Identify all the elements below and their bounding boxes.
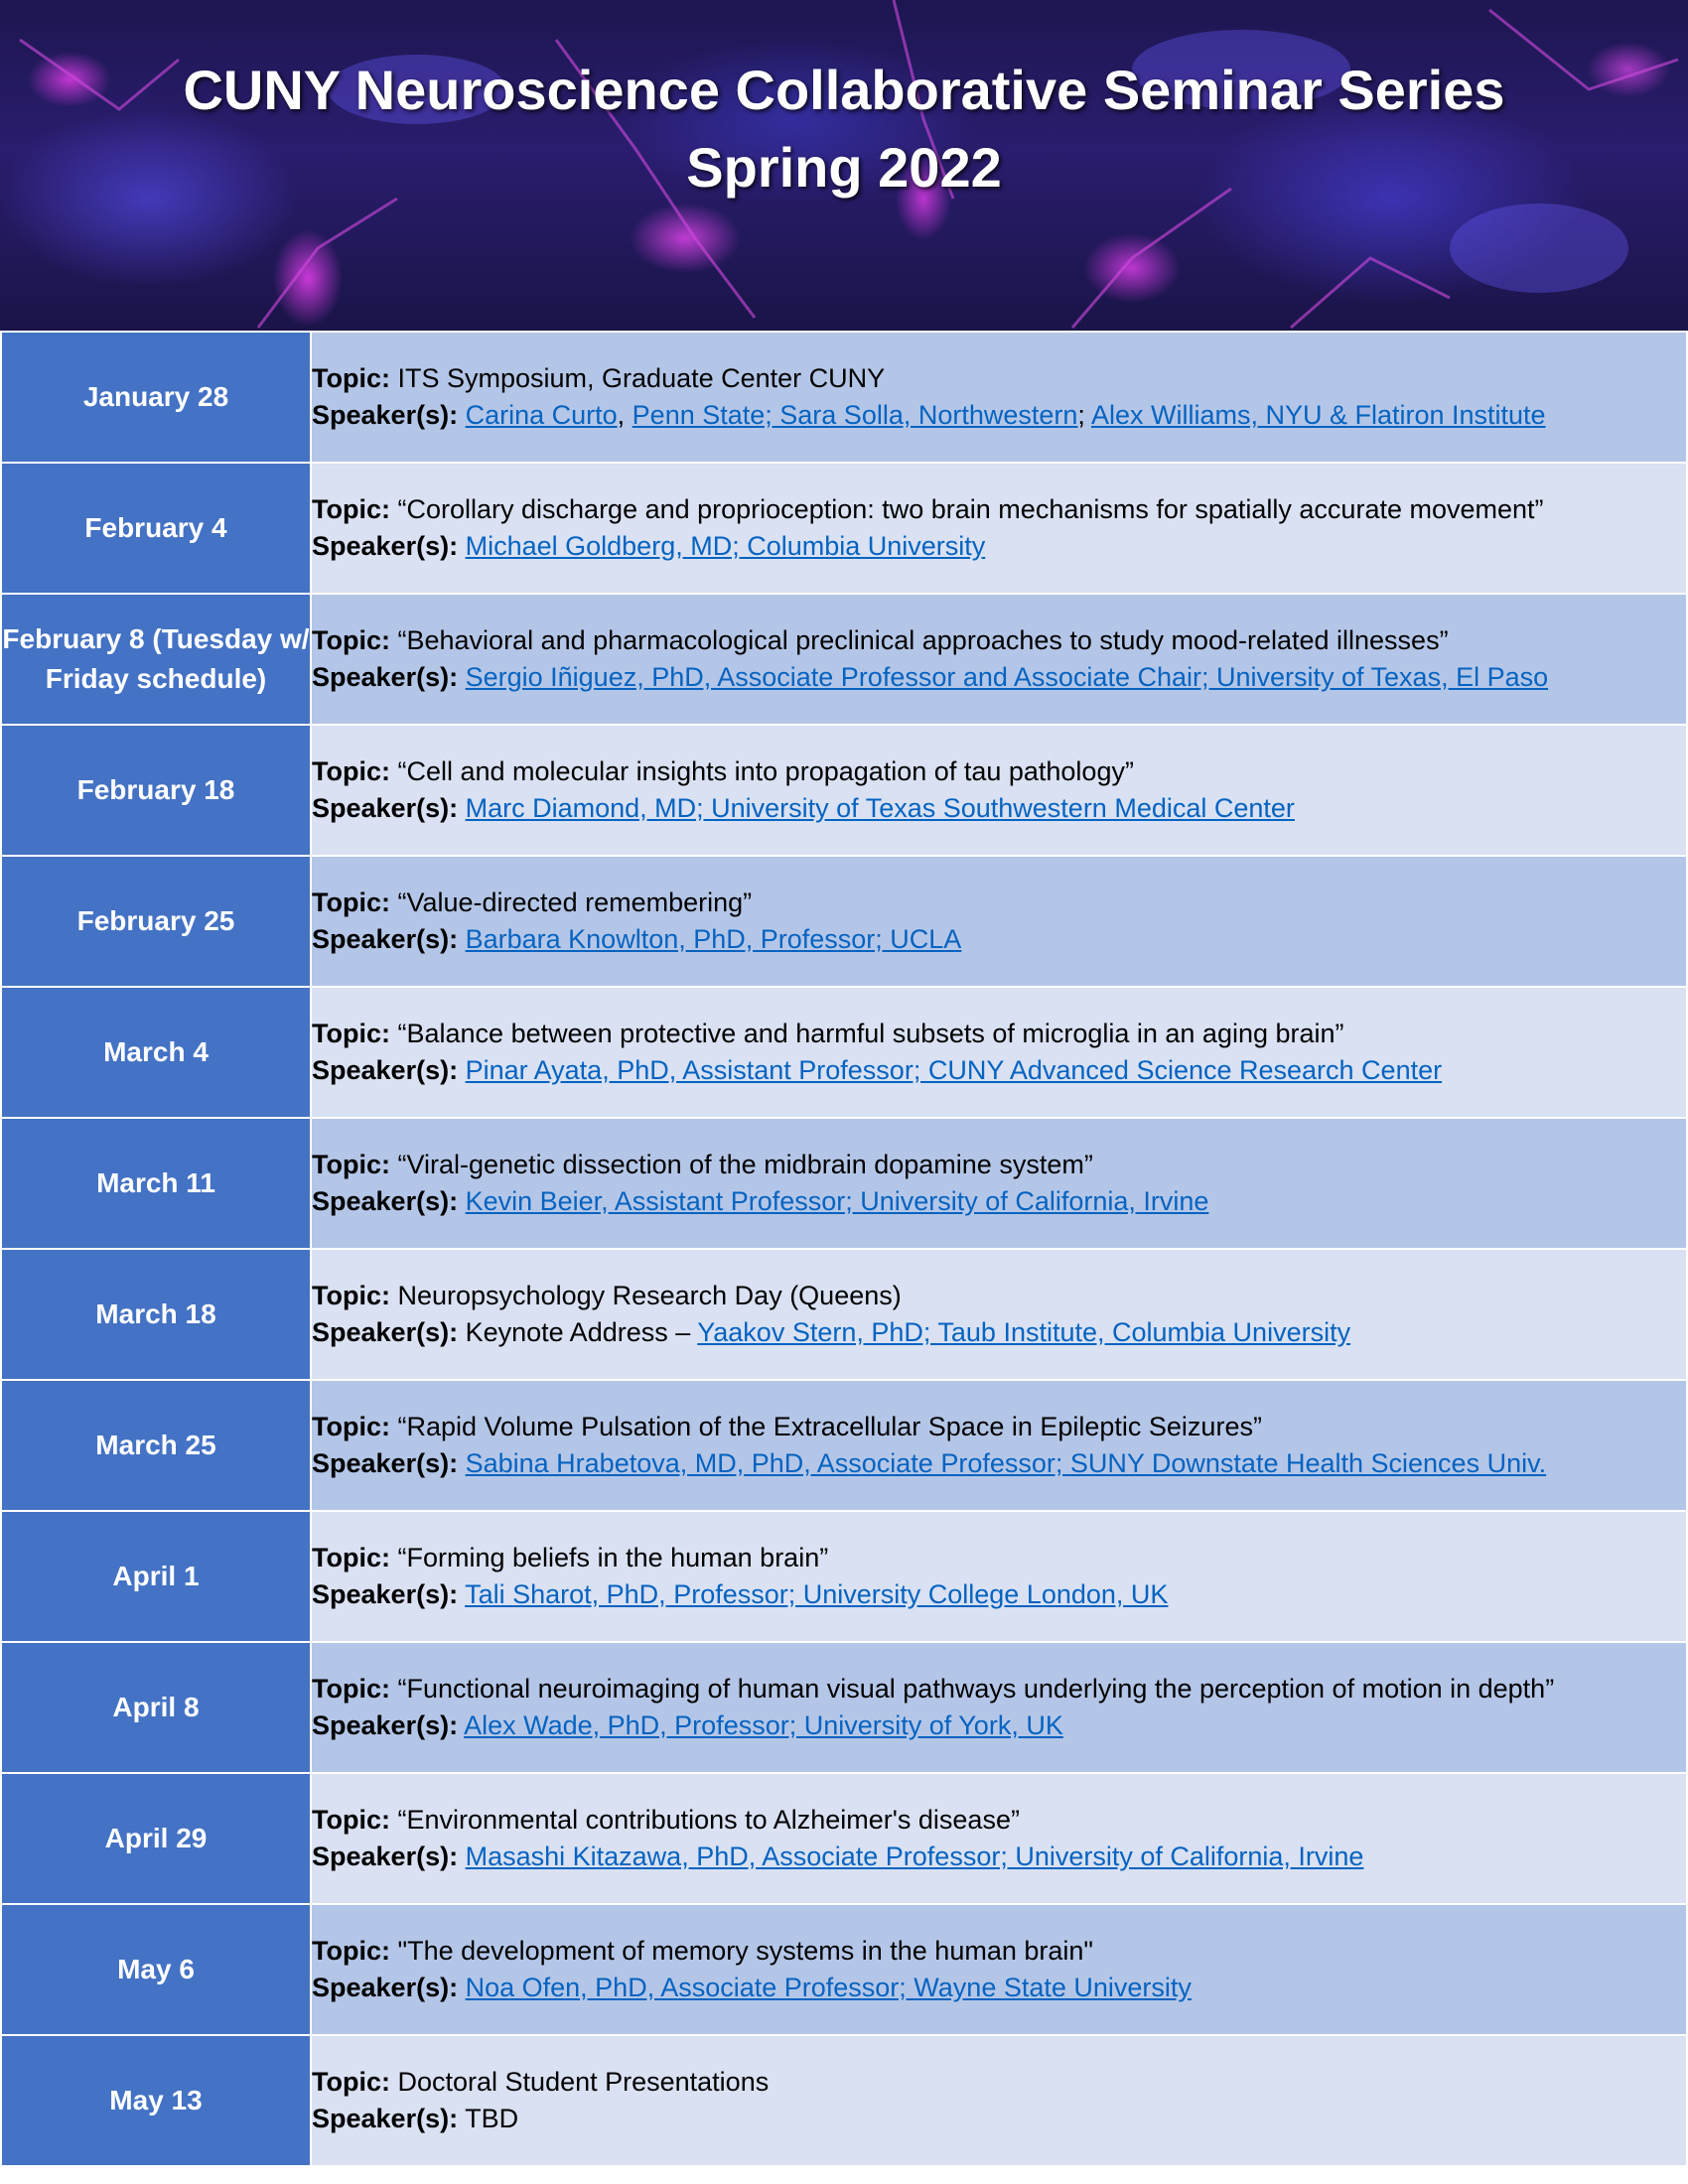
speaker-label: Speaker(s): <box>312 1186 459 1216</box>
topic-text: Neuropsychology Research Day (Queens) <box>397 1281 902 1310</box>
topic-label: Topic: <box>312 494 390 524</box>
topic-line <box>312 491 1686 528</box>
session-date: April 8 <box>1 1642 311 1773</box>
table-row <box>1 1904 1687 2035</box>
session-date: February 25 <box>1 856 311 987</box>
table-row <box>1 2035 1687 2166</box>
title-line-1: CUNY Neuroscience Collaborative Seminar Series <box>183 59 1505 121</box>
table-row <box>1 1249 1687 1380</box>
session-date: May 13 <box>1 2035 311 2166</box>
speaker-line <box>312 528 1686 565</box>
speaker-link[interactable]: Alex Wade, PhD, Professor; University of York, UK <box>464 1710 1063 1740</box>
seminar-schedule-table <box>0 331 1688 2167</box>
topic-text: “Viral-genetic dissection of the midbrain dopamine system” <box>397 1150 1093 1179</box>
speaker-link[interactable]: Pinar Ayata, PhD, Assistant Professor; CUNY Advanced Science Research Center <box>465 1055 1443 1085</box>
speaker-link[interactable]: Michael Goldberg, MD; Columbia University <box>465 531 986 561</box>
topic-text: “Forming beliefs in the human brain” <box>397 1543 829 1572</box>
table-row <box>1 594 1687 725</box>
speaker-line <box>312 1970 1686 2006</box>
topic-text: “Environmental contributions to Alzheimer's disease” <box>397 1805 1020 1835</box>
topic-label: Topic: <box>312 625 390 655</box>
session-info <box>311 463 1687 594</box>
speaker-line <box>312 397 1686 434</box>
speaker-link[interactable]: Penn State; Sara Solla, Northwestern <box>632 400 1078 430</box>
topic-label: Topic: <box>312 1674 390 1704</box>
topic-text: “Value-directed remembering” <box>397 887 753 917</box>
session-date: April 1 <box>1 1511 311 1642</box>
speaker-label: Speaker(s): <box>312 1055 459 1085</box>
speaker-link[interactable]: Noa Ofen, PhD, Associate Professor; Wayne State University <box>465 1973 1192 2002</box>
topic-text: “Cell and molecular insights into propagation of tau pathology” <box>397 756 1134 786</box>
speaker-label: Speaker(s): <box>312 1973 459 2002</box>
page-title <box>0 52 1688 206</box>
topic-label: Topic: <box>312 1412 390 1441</box>
speaker-link[interactable]: Tali Sharot, PhD, Professor; University College London, UK <box>465 1579 1169 1609</box>
session-date: February 18 <box>1 725 311 856</box>
topic-line <box>312 1671 1686 1707</box>
session-info <box>311 1773 1687 1904</box>
speaker-link[interactable]: Kevin Beier, Assistant Professor; University of California, Irvine <box>465 1186 1209 1216</box>
speaker-link[interactable]: Marc Diamond, MD; University of Texas Southwestern Medical Center <box>465 793 1295 823</box>
topic-text: “Corollary discharge and proprioception: two brain mechanisms for spatially accurate movement” <box>397 494 1544 524</box>
topic-line <box>312 1147 1686 1183</box>
session-info <box>311 1904 1687 2035</box>
session-info <box>311 1118 1687 1249</box>
topic-label: Topic: <box>312 1150 390 1179</box>
speaker-label: Speaker(s): <box>312 662 459 692</box>
topic-text: “Balance between protective and harmful subsets of microglia in an aging brain” <box>397 1019 1344 1048</box>
topic-label: Topic: <box>312 1019 390 1048</box>
speaker-line <box>312 1183 1686 1220</box>
table-row <box>1 1642 1687 1773</box>
session-date: March 11 <box>1 1118 311 1249</box>
speaker-label: Speaker(s): <box>312 1579 459 1609</box>
header-banner <box>0 0 1688 331</box>
topic-line <box>312 753 1686 790</box>
session-date: March 18 <box>1 1249 311 1380</box>
speaker-separator: ; <box>1077 400 1091 430</box>
speaker-link[interactable]: Sabina Hrabetova, MD, PhD, Associate Professor; SUNY Downstate Health Sciences Univ. <box>465 1448 1547 1478</box>
topic-label: Topic: <box>312 1543 390 1572</box>
speaker-label: Speaker(s): <box>312 1710 459 1740</box>
speaker-link[interactable]: Masashi Kitazawa, PhD, Associate Professor; University of California, Irvine <box>465 1842 1364 1871</box>
speaker-line <box>312 1052 1686 1089</box>
topic-label: Topic: <box>312 1936 390 1966</box>
speaker-label: Speaker(s): <box>312 1317 459 1347</box>
session-date: February 8 (Tuesday w/ Friday schedule) <box>1 594 311 725</box>
session-date: March 4 <box>1 987 311 1118</box>
topic-line <box>312 360 1686 397</box>
session-info <box>311 725 1687 856</box>
title-line-2: Spring 2022 <box>686 136 1002 199</box>
speaker-line <box>312 1707 1686 1744</box>
topic-text: “Behavioral and pharmacological preclinical approaches to study mood-related illnesses” <box>397 625 1449 655</box>
session-info <box>311 2035 1687 2166</box>
speaker-label: Speaker(s): <box>312 793 459 823</box>
session-info <box>311 856 1687 987</box>
session-date: February 4 <box>1 463 311 594</box>
table-row <box>1 463 1687 594</box>
topic-text: ITS Symposium, Graduate Center CUNY <box>397 363 886 393</box>
topic-label: Topic: <box>312 756 390 786</box>
session-info <box>311 332 1687 463</box>
topic-label: Topic: <box>312 887 390 917</box>
speaker-link[interactable]: Sergio Iñiguez, PhD, Associate Professor and Associate Chair; University of Texas, El Paso <box>465 662 1549 692</box>
speaker-line <box>312 921 1686 958</box>
speaker-line <box>312 1839 1686 1875</box>
speaker-text: TBD <box>465 2104 519 2133</box>
topic-line <box>312 1409 1686 1445</box>
speaker-label: Speaker(s): <box>312 400 459 430</box>
topic-label: Topic: <box>312 1281 390 1310</box>
speaker-separator: , <box>617 400 633 430</box>
speaker-link[interactable]: Carina Curto <box>465 400 618 430</box>
speaker-link[interactable]: Alex Williams, NYU & Flatiron Institute <box>1090 400 1546 430</box>
table-row <box>1 856 1687 987</box>
table-row <box>1 1773 1687 1904</box>
speaker-line <box>312 2101 1686 2137</box>
topic-line <box>312 622 1686 659</box>
session-info <box>311 1642 1687 1773</box>
topic-line <box>312 1016 1686 1052</box>
speaker-label: Speaker(s): <box>312 2104 459 2133</box>
table-row <box>1 1511 1687 1642</box>
table-row <box>1 725 1687 856</box>
topic-label: Topic: <box>312 1805 390 1835</box>
speaker-label: Speaker(s): <box>312 1842 459 1871</box>
speaker-link[interactable]: Yaakov Stern, PhD; Taub Institute, Columbia University <box>697 1317 1351 1347</box>
topic-label: Topic: <box>312 363 390 393</box>
session-info <box>311 1511 1687 1642</box>
session-info <box>311 1249 1687 1380</box>
topic-line <box>312 1540 1686 1576</box>
table-row <box>1 332 1687 463</box>
session-date: March 25 <box>1 1380 311 1511</box>
speaker-label: Speaker(s): <box>312 1448 459 1478</box>
topic-text: "The development of memory systems in the human brain" <box>397 1936 1093 1966</box>
topic-line <box>312 1278 1686 1314</box>
speaker-link[interactable]: Barbara Knowlton, PhD, Professor; UCLA <box>465 924 962 954</box>
topic-line <box>312 885 1686 921</box>
session-date: May 6 <box>1 1904 311 2035</box>
speaker-line <box>312 1576 1686 1613</box>
topic-text: “Functional neuroimaging of human visual pathways underlying the perception of motion in depth” <box>397 1674 1555 1704</box>
session-info <box>311 1380 1687 1511</box>
table-row <box>1 1118 1687 1249</box>
topic-text: Doctoral Student Presentations <box>397 2067 770 2097</box>
topic-text: “Rapid Volume Pulsation of the Extracellular Space in Epileptic Seizures” <box>397 1412 1262 1441</box>
speaker-line <box>312 659 1686 696</box>
session-date: April 29 <box>1 1773 311 1904</box>
speaker-prefix: Keynote Address – <box>465 1317 698 1347</box>
topic-label: Topic: <box>312 2067 390 2097</box>
speaker-line <box>312 790 1686 827</box>
session-info <box>311 987 1687 1118</box>
topic-line <box>312 1802 1686 1839</box>
session-date: January 28 <box>1 332 311 463</box>
speaker-line <box>312 1445 1686 1482</box>
speaker-line <box>312 1314 1686 1351</box>
table-row <box>1 987 1687 1118</box>
session-info <box>311 594 1687 725</box>
speaker-label: Speaker(s): <box>312 924 459 954</box>
topic-line <box>312 2064 1686 2101</box>
table-row <box>1 1380 1687 1511</box>
topic-line <box>312 1933 1686 1970</box>
speaker-label: Speaker(s): <box>312 531 459 561</box>
